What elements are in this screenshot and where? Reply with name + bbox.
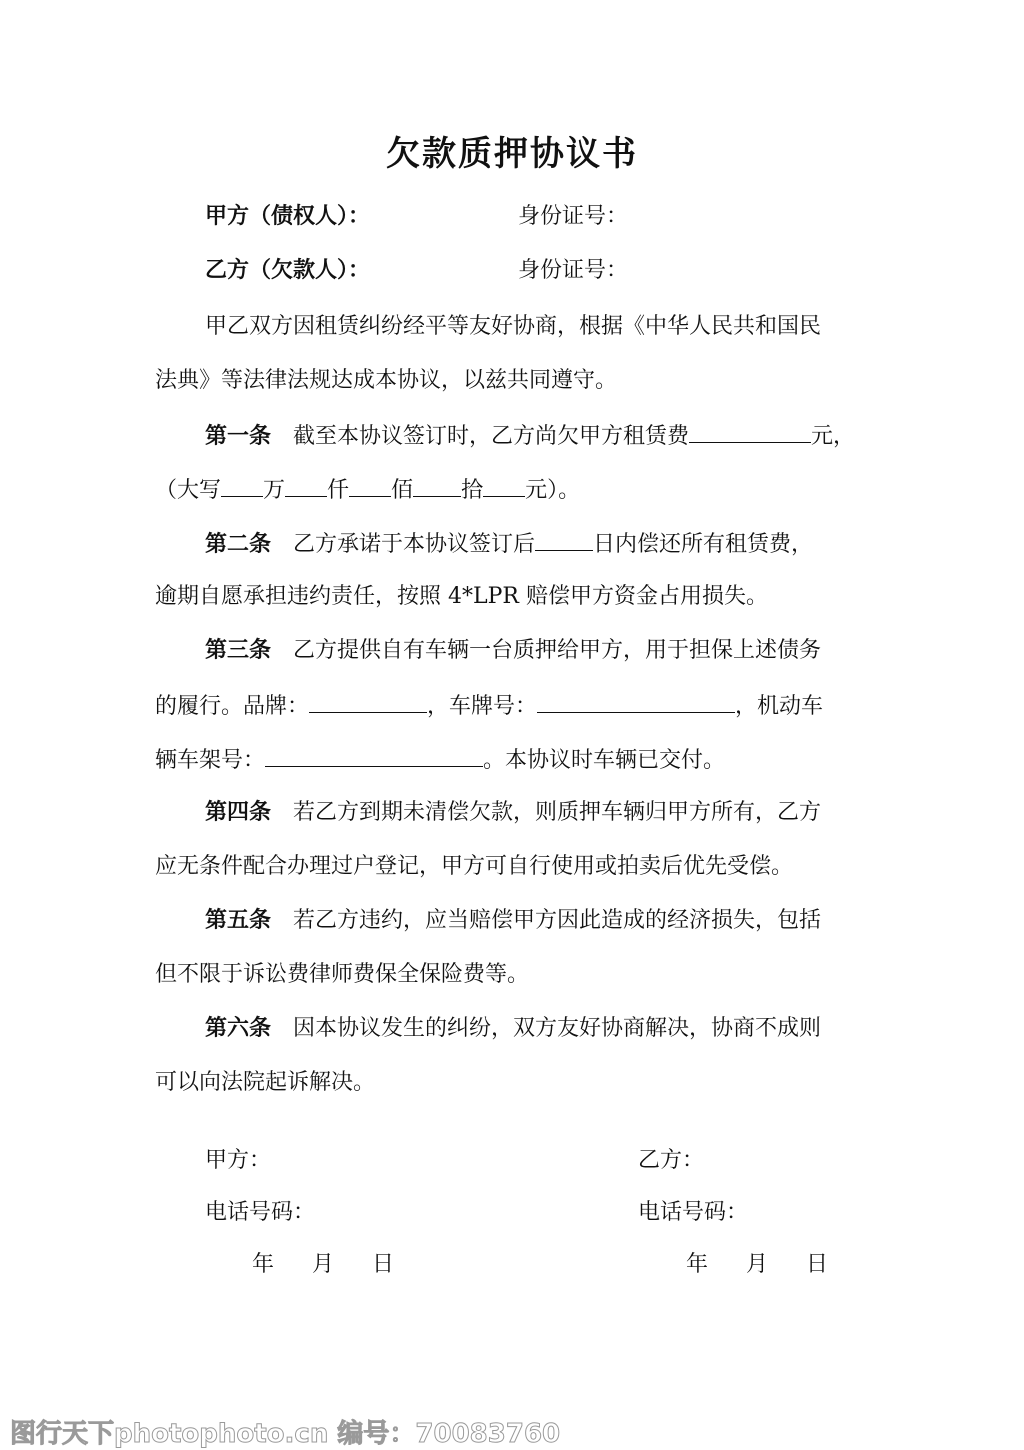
qian-blank (285, 474, 327, 497)
vehicle-label: ，机动车 (735, 694, 824, 719)
party-a-id-label: 身份证号： (518, 204, 629, 229)
article-1-line-2 (155, 474, 580, 506)
watermark-text: 图行天下photophoto.cn 编号：70083760 (10, 1419, 561, 1449)
article-6-text: 因本协议发生的纠纷，双方友好协商解决，协商不成则 (293, 1016, 822, 1041)
article-6-line-1 (205, 1014, 821, 1044)
plate-blank (537, 690, 735, 713)
qian-label: 仟 (327, 478, 350, 503)
bai-label: 佰 (391, 478, 414, 503)
article-5-text: 若乙方违约，应当赔偿甲方因此造成的经济损失，包括 (293, 908, 822, 933)
article-5-line-1 (205, 906, 821, 936)
date-party-a (252, 1250, 394, 1280)
article-5-heading: 第五条 (205, 908, 272, 933)
watermark-bar (0, 1407, 1024, 1449)
article-4-text: 若乙方到期未清偿欠款，则质押车辆归甲方所有，乙方 (293, 800, 822, 825)
phone-party-a: 电话号码： (205, 1200, 316, 1225)
article-3-line-2 (155, 690, 823, 722)
capital-close: 元）。 (525, 478, 581, 503)
bai-blank (349, 474, 391, 497)
intro-line-1: 甲乙双方因租赁纠纷经平等友好协商，根据《中华人民共和国民 (205, 314, 822, 339)
article-5-line-2: 但不限于诉讼费律师费保全保险费等。 (155, 962, 530, 987)
sign-party-a: 甲方： (205, 1148, 272, 1173)
shi-label: 拾 (461, 478, 484, 503)
article-6-line-2: 可以向法院起诉解决。 (155, 1070, 376, 1095)
party-b-id-label: 身份证号： (518, 258, 629, 283)
party-a-label: 甲方（债权人）： (205, 204, 371, 229)
article-1-text: 截至本协议签订时，乙方尚欠甲方租赁费 (293, 424, 690, 449)
wan-blank (221, 474, 263, 497)
article-3-line-1 (205, 636, 821, 666)
article-2-line-1 (205, 528, 813, 560)
date-month: 月 (312, 1252, 335, 1277)
article-6-heading: 第六条 (205, 1016, 272, 1041)
intro-line-2: 法典》等法律法规达成本协议，以兹共同遵守。 (155, 368, 618, 393)
capital-open: （大写 (155, 478, 222, 503)
article-2-text-b: 日内偿还所有租赁费， (593, 532, 814, 557)
date-day: 日 (372, 1252, 395, 1277)
article-1-line-1 (205, 420, 855, 452)
date-year: 年 (252, 1252, 275, 1277)
article-3-text-end: 。本协议时车辆已交付。 (483, 748, 726, 773)
date-day: 日 (806, 1252, 829, 1277)
article-3-heading: 第三条 (205, 638, 272, 663)
amount-blank (689, 420, 811, 443)
article-3-line-3 (155, 744, 725, 776)
document-title: 欠款质押协议书 (386, 134, 638, 174)
days-blank (535, 528, 593, 551)
article-1-unit: 元， (811, 424, 856, 449)
wan-label: 万 (263, 478, 286, 503)
article-2-line-2: 逾期自愿承担违约责任，按照 4*LPR 赔偿甲方资金占用损失。 (155, 584, 768, 609)
shi-blank (413, 474, 461, 497)
vin-blank (265, 744, 483, 767)
article-2-heading: 第二条 (205, 532, 272, 557)
sign-party-b: 乙方： (638, 1148, 705, 1173)
article-1-heading: 第一条 (205, 424, 272, 449)
date-year: 年 (686, 1252, 709, 1277)
phone-party-b: 电话号码： (638, 1200, 749, 1225)
date-month: 月 (746, 1252, 769, 1277)
article-3-text: 乙方提供自有车辆一台质押给甲方，用于担保上述债务 (293, 638, 822, 663)
article-4-line-1 (205, 798, 821, 828)
vin-label: 辆车架号： (155, 748, 266, 773)
article-4-line-2: 应无条件配合办理过户登记，甲方可自行使用或拍卖后优先受偿。 (155, 854, 794, 879)
brand-label: 的履行。品牌： (155, 694, 310, 719)
yuan-blank (483, 474, 525, 497)
plate-label: ，车牌号： (427, 694, 538, 719)
article-4-heading: 第四条 (205, 800, 272, 825)
date-party-b (686, 1250, 828, 1280)
article-2-text: 乙方承诺于本协议签订后 (293, 532, 536, 557)
party-b-label: 乙方（欠款人）： (205, 258, 371, 283)
brand-blank (309, 690, 427, 713)
